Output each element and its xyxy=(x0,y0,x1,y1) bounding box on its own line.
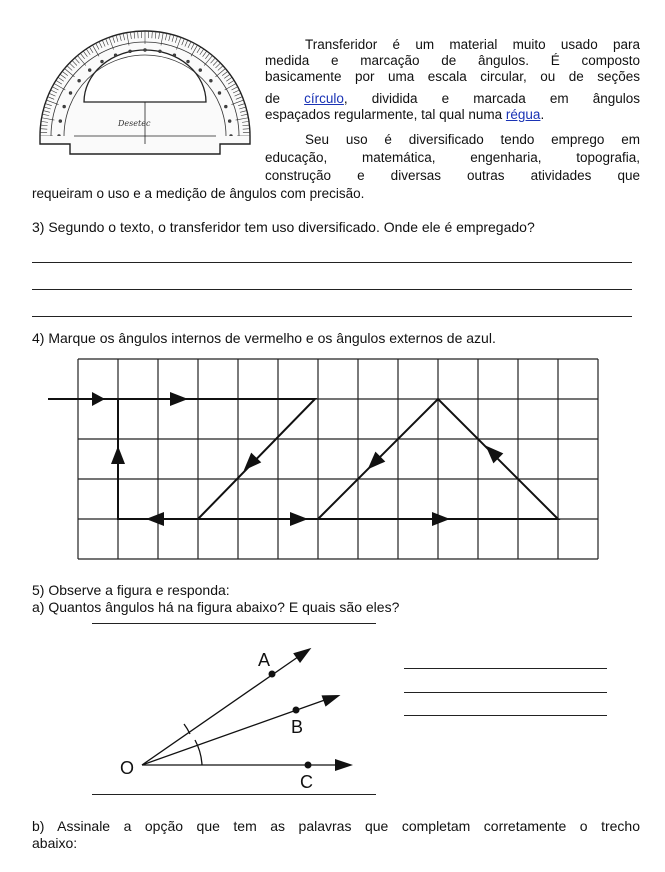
ray-oa xyxy=(142,650,308,765)
q4-grid-figure xyxy=(40,352,600,564)
q5-figure-top-rule xyxy=(92,623,376,624)
protractor-scale-mark xyxy=(159,50,162,53)
q4-text: 4) Marque os ângulos internos de vermelho e os ângulos externos de azul. xyxy=(32,330,496,346)
ray-ob xyxy=(142,696,336,765)
arrow-diag-down xyxy=(239,453,262,476)
intro-line-2: medida e marcação de ângulos. É composto xyxy=(265,53,640,68)
arrow-left-up xyxy=(111,446,125,464)
protractor-scale-mark xyxy=(69,92,72,95)
protractor-scale-mark xyxy=(187,60,190,63)
point-a xyxy=(269,671,276,678)
protractor-image xyxy=(34,18,256,160)
arrow-bottom-left xyxy=(146,512,164,526)
protractor-scale-mark xyxy=(144,49,147,52)
label-c: C xyxy=(300,772,313,792)
intro-line-7: educação, matemática, engenharia, topografia, xyxy=(265,150,640,165)
intro-line-8: construção e diversas outras atividades que xyxy=(265,168,640,183)
protractor-scale-mark xyxy=(228,120,231,123)
arrowhead-b xyxy=(322,689,343,706)
angle-figure xyxy=(110,630,370,795)
protractor-scale-mark xyxy=(218,92,221,95)
arrow-bottom-mid xyxy=(290,512,308,526)
protractor-scale-mark xyxy=(129,50,132,53)
q5-figure-bottom-rule xyxy=(92,794,376,795)
label-a: A xyxy=(258,650,271,670)
intro-line-9: requeiram o uso e a medição de ângulos com precisão. xyxy=(32,186,365,201)
arrowhead-c xyxy=(335,759,353,771)
intro-line-5: espaçados regularmente, tal qual numa régua. xyxy=(265,107,545,122)
protractor-scale-mark xyxy=(63,105,66,108)
label-b: B xyxy=(291,717,304,737)
q3-answer-line-3[interactable] xyxy=(32,316,632,317)
arrow-top xyxy=(170,392,188,406)
link-circulo[interactable]: círculo xyxy=(304,91,344,106)
intro-line-4: de círculo, dividida e marcada em ângulos xyxy=(265,91,640,106)
q5b-text-line-1: b) Assinale a opção que tem as palavras que completam corretamente o trecho xyxy=(32,818,640,834)
q5a-answer-line-3[interactable] xyxy=(404,715,607,716)
protractor-scale-mark xyxy=(59,120,62,123)
link-regua[interactable]: régua xyxy=(505,107,541,122)
protractor-scale-mark xyxy=(114,54,117,57)
protractor-scale-mark xyxy=(209,79,212,82)
label-o: O xyxy=(120,758,135,778)
point-c xyxy=(305,762,312,769)
q5b-text-line-2: abaixo: xyxy=(32,835,78,851)
svg-text:Desetec: Desetec xyxy=(118,119,151,128)
intro-line-6: Seu uso é diversificado tendo emprego em xyxy=(305,132,640,147)
protractor-scale-mark xyxy=(199,69,202,72)
q3-text: 3) Segundo o texto, o transferidor tem uso diversificado. Onde ele é empregado? xyxy=(32,219,535,235)
q3-answer-line-1[interactable] xyxy=(32,262,632,263)
path-left xyxy=(48,399,315,519)
angle-arc-inner xyxy=(184,724,190,734)
protractor-scale-mark xyxy=(224,105,227,108)
q5a-answer-line-1[interactable] xyxy=(404,668,607,669)
q5a-text: a) Quantos ângulos há na figura abaixo? E quais são eles? xyxy=(32,599,400,615)
protractor-scale-mark xyxy=(173,54,176,57)
protractor-scale-mark xyxy=(101,60,104,63)
intro-line-1: Transferidor é um material muito usado para xyxy=(305,37,640,52)
q3-answer-line-2[interactable] xyxy=(32,289,632,290)
q5-title: 5) Observe a figura e responda: xyxy=(32,582,230,598)
point-b xyxy=(293,707,300,714)
protractor-scale-mark xyxy=(78,79,81,82)
arrow-entry xyxy=(92,392,105,406)
q5a-answer-line-2[interactable] xyxy=(404,692,607,693)
arrow-bottom-right xyxy=(432,512,450,526)
protractor-scale-mark xyxy=(88,69,91,72)
intro-line-3: basicamente por uma escala circular, ou de seções xyxy=(265,69,640,84)
arrowhead-a xyxy=(293,643,315,663)
